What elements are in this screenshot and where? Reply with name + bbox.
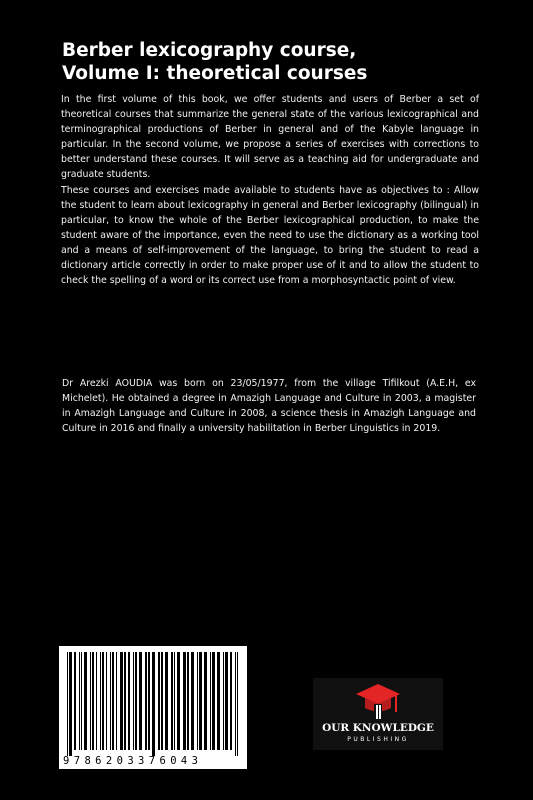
author-bio: Dr Arezki AOUDIA was born on 23/05/1977, from the village Tifilkout (A.E.H, ex Michelet). He obtained a degree in Amazigh Language and Culture in 2003, a magister in Amazigh Language and Culture in 2008, a science thesis in Amazigh Language and Culture in 2016 and finally a university habilitation in Berber Linguistics in 2019.: [62, 378, 476, 435]
book-description: [61, 92, 479, 288]
publisher-logo: [313, 678, 443, 750]
book-title: [62, 39, 492, 85]
barcode-bars: [59, 646, 247, 756]
publisher-subtitle: PUBLISHING: [347, 736, 409, 743]
description-paragraph-2: These courses and exercises made available to students have as objectives to : Allow the student to learn about lexicography in general and Berber lexicography (bilingual) in particular, to know the whole of the Berber lexicographical production, to make the student aware of the importance, even the need to use the dictionary as a working tool and a means of self-improvement of the language, to bring the student to read a dictionary article correctly in order to make proper use of it and to allow the student to check the spelling of a word or its correct use from a morphosyntactic point of view.: [61, 184, 479, 287]
isbn-barcode: [59, 646, 247, 769]
publisher-name: OUR KNOWLEDGE: [322, 722, 434, 734]
barcode-digits: 9786203376043: [63, 755, 203, 767]
description-paragraph-1: In the first volume of this book, we offer students and users of Berber a set of theoretical courses that summarize the general state of the various lexicographical and terminographical productions of Berber in general and of the Kabyle language in particular. In the second volume, we propose a series of exercises with corrections to better understand these courses. It will serve as a teaching aid for undergraduate and graduate students.: [61, 94, 479, 181]
book-title-line-2: Volume I: theoretical courses: [62, 63, 368, 84]
graduation-cap-icon: [355, 682, 401, 722]
book-title-line-1: Berber lexicography course,: [62, 40, 357, 61]
